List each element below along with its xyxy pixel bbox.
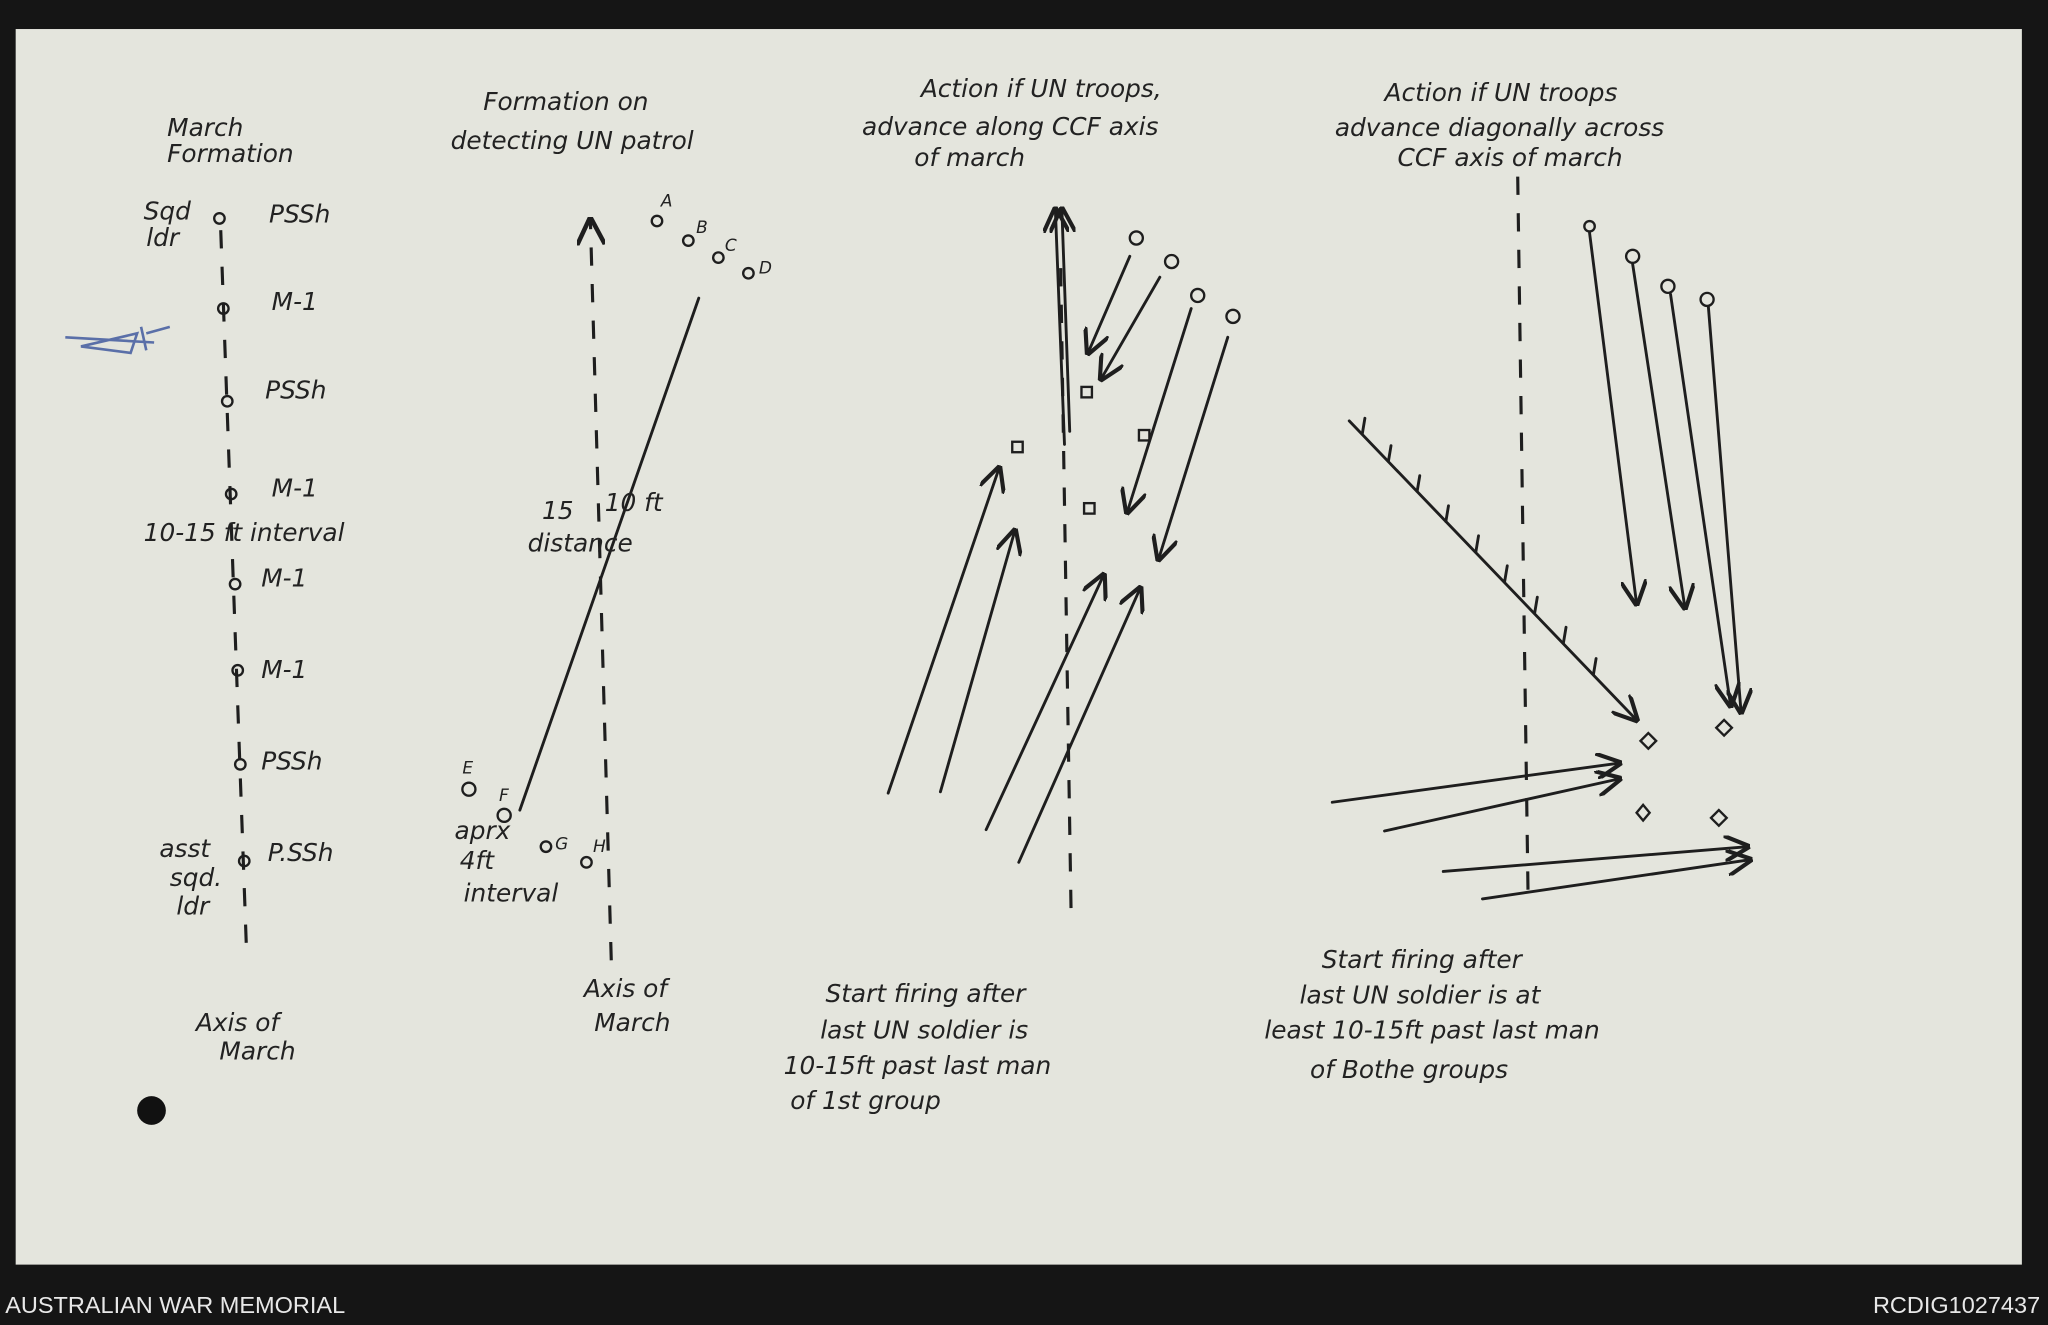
- panel4-caption-line3: least 10-15ft past last man: [1264, 1015, 1600, 1045]
- soldier-letter: G: [555, 834, 569, 855]
- punch-hole: [137, 1096, 166, 1125]
- asst-label-1: asst: [159, 834, 211, 864]
- soldier-letter: B: [696, 217, 708, 238]
- weapon-label: PSSh: [261, 746, 323, 776]
- interval-label-3: interval: [463, 878, 559, 908]
- panel2-title-line2: detecting UN patrol: [450, 126, 694, 156]
- document-id: RCDIG1027437: [1872, 1291, 2041, 1318]
- archive-credit: AUSTRALIAN WAR MEMORIAL: [5, 1291, 346, 1318]
- soldier-letter: C: [724, 236, 737, 257]
- panel4-title-line2: advance diagonally across: [1334, 113, 1665, 143]
- panel3-caption-line3: 10-15ft past last man: [783, 1050, 1052, 1080]
- weapon-label: M-1: [261, 655, 308, 685]
- panel4-caption-line1: Start firing after: [1321, 945, 1522, 975]
- panel4-caption-line4: of Bothe groups: [1310, 1054, 1509, 1084]
- weapon-label: PSSh: [265, 375, 327, 405]
- distance-label-3: distance: [527, 528, 633, 558]
- interval-label-2: 4ft: [459, 845, 494, 875]
- interval-label-1: aprx: [454, 815, 511, 845]
- asst-label-3: ldr: [176, 891, 210, 921]
- panel4-title-line3: CCF axis of march: [1397, 143, 1623, 173]
- panel3-title-line3: of march: [914, 143, 1025, 173]
- soldier-letter: H: [592, 836, 606, 857]
- weapon-label: PSSh: [269, 199, 331, 229]
- axis-label-1: Axis of: [583, 973, 668, 1003]
- interval-label: 10-15 ft interval: [143, 518, 345, 548]
- asst-label-2: sqd.: [169, 862, 223, 892]
- panel3-caption-line1: Start firing after: [825, 979, 1026, 1009]
- weapon-label: M-1: [271, 286, 318, 316]
- distance-label-2: 10 ft: [604, 487, 663, 517]
- distance-label-1: 15: [542, 495, 574, 525]
- panel1-title-line1: March: [167, 113, 244, 143]
- soldier-letter: F: [498, 785, 509, 806]
- soldier-letter: A: [660, 191, 673, 212]
- panel3-caption-line4: of 1st group: [790, 1086, 941, 1116]
- panel3-title-line1: Action if UN troops,: [920, 73, 1162, 103]
- soldier-letter: E: [462, 758, 474, 779]
- axis-label-2: March: [219, 1036, 296, 1066]
- panel4-caption-line2: last UN soldier is at: [1299, 980, 1541, 1010]
- weapon-label: P.SSh: [267, 838, 334, 868]
- sqd-ldr-label-2: ldr: [146, 222, 180, 252]
- panel3-title-line2: advance along CCF axis: [862, 111, 1159, 141]
- panel4-title-line1: Action if UN troops: [1384, 77, 1618, 107]
- weapon-label: M-1: [261, 563, 308, 593]
- axis-label-2: March: [594, 1007, 671, 1037]
- panel2-title-line1: Formation on: [483, 87, 649, 117]
- soldier-letter: D: [758, 258, 772, 279]
- sqd-ldr-label-1: Sqd: [143, 196, 191, 226]
- axis-label-1: Axis of: [195, 1007, 280, 1037]
- panel1-title-line2: Formation: [167, 139, 294, 169]
- panel3-caption-line2: last UN soldier is: [820, 1015, 1029, 1045]
- weapon-label: M-1: [271, 473, 318, 503]
